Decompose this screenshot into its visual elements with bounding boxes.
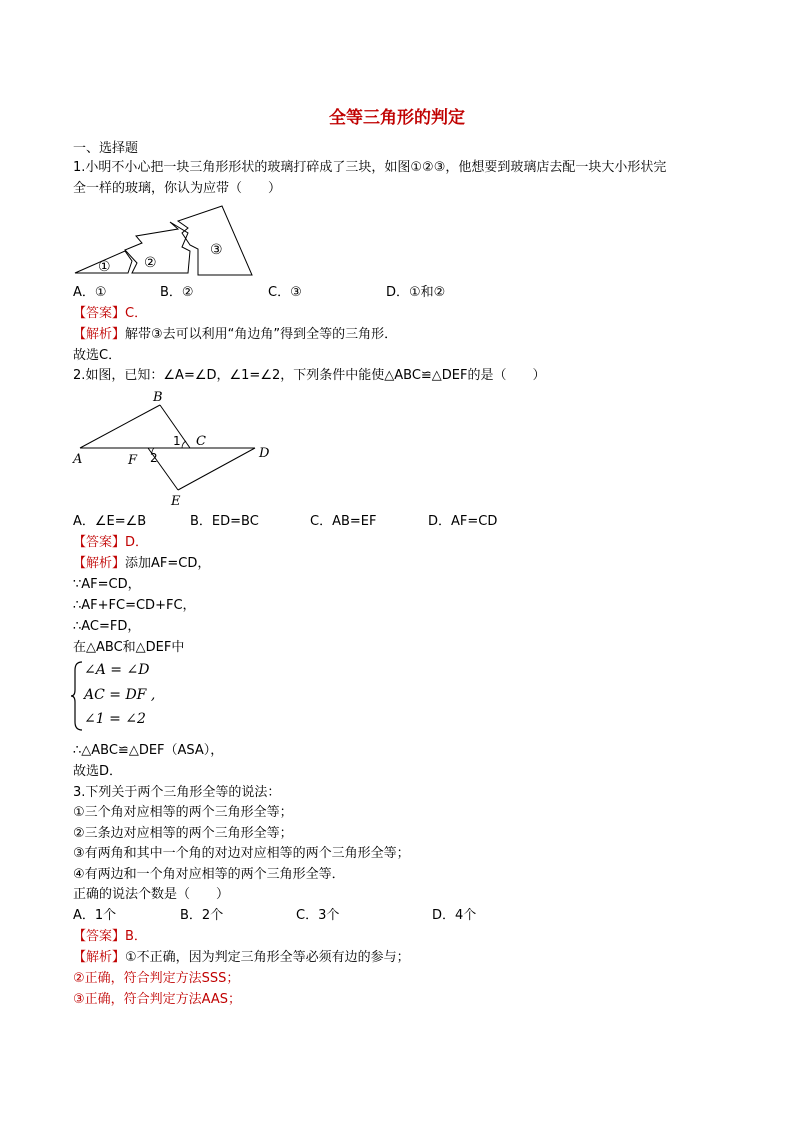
answer-tag: 【答案】: [73, 929, 126, 944]
q2-answer: D．: [125, 535, 149, 550]
q3-analysis-line: [73, 949, 410, 967]
system-eq-1: ∠A = ∠D: [84, 662, 150, 678]
q1-glass-figure: [70, 203, 260, 281]
q3-point-3: ③正确，符合判定方法AAS；: [73, 992, 242, 1007]
analysis-tag: 【解析】: [73, 950, 126, 965]
q2-analysis: 添加AF=CD，: [125, 556, 211, 571]
piece-2-label: ②: [144, 255, 157, 271]
q3-question: 正确的说法个数是（ ）: [73, 887, 230, 902]
page-title: 全等三角形的判定: [329, 108, 465, 128]
q3-stem: 3.下列关于两个三角形全等的说法：: [73, 785, 281, 800]
q2-triangle-figure: [70, 385, 280, 510]
q1-option-c: C．③: [268, 285, 302, 300]
analysis-tag: 【解析】: [73, 556, 126, 571]
q2-conclusion: 故选D．: [73, 764, 123, 779]
q3-statement-2: ②三条边对应相等的两个三角形全等；: [73, 826, 293, 841]
q2-step-3: ∴AC=FD，: [73, 619, 141, 634]
q3-answer-line: [73, 928, 147, 946]
answer-tag: 【答案】: [73, 306, 126, 321]
q2-answer-line: [73, 534, 148, 552]
q2-stem: 2.如图，已知：∠A=∠D，∠1=∠2，下列条件中能使△ABC≌△DEF的是（ ）: [73, 368, 546, 383]
angle-2-label: 2: [150, 451, 158, 465]
point-e-label: E: [171, 494, 181, 509]
q1-stem-line1: 1.小明不小心把一块三角形形状的玻璃打碎成了三块，如图①②③，他想要到玻璃店去配一块大小形状完: [73, 160, 667, 175]
q1-conclusion: 故选C．: [73, 348, 122, 363]
q2-step-1: ∵AF=CD，: [73, 577, 141, 592]
q1-answer-line: [73, 305, 147, 323]
piece-3-label: ③: [210, 242, 223, 258]
q2-option-d: D．AF=CD: [428, 514, 498, 529]
q3-answer: B．: [125, 929, 147, 944]
q1-option-a: A．①: [73, 285, 107, 300]
q3-statement-1: ①三个角对应相等的两个三角形全等；: [73, 805, 293, 820]
q2-option-c: C．AB=EF: [310, 514, 377, 529]
q3-option-d: D．4个: [432, 908, 477, 923]
q1-option-d: D．①和②: [386, 285, 446, 300]
q1-analysis-line: [73, 326, 397, 344]
q1-option-b: B．②: [160, 285, 194, 300]
q2-step-4: 在△ABC和△DEF中: [73, 640, 185, 655]
q2-option-b: B．ED=BC: [190, 514, 259, 529]
system-brace: [70, 660, 84, 732]
point-c-label: C: [196, 434, 206, 449]
q3-statement-4: ④有两边和一个角对应相等的两个三角形全等．: [73, 867, 345, 882]
glass-piece-2: [125, 222, 190, 273]
q1-answer: C．: [125, 306, 148, 321]
q3-option-a: A．1个: [73, 908, 117, 923]
q3-option-c: C．3个: [296, 908, 340, 923]
q2-step-2: ∴AF+FC=CD+FC，: [73, 598, 196, 613]
q3-point-2: ②正确，符合判定方法SSS；: [73, 971, 240, 986]
section-heading: 一、选择题: [73, 141, 139, 156]
point-d-label: D: [259, 446, 270, 461]
point-a-label: A: [73, 452, 83, 467]
system-eq-3: ∠1 = ∠2: [84, 711, 146, 727]
q2-result: ∴△ABC≌△DEF（ASA），: [73, 743, 224, 758]
q3-statement-3: ③有两角和其中一个角的对边对应相等的两个三角形全等；: [73, 846, 410, 861]
piece-1-label: ①: [98, 259, 111, 275]
analysis-tag: 【解析】: [73, 327, 126, 342]
q1-analysis: 解带③去可以利用“角边角”得到全等的三角形．: [125, 327, 398, 342]
answer-tag: 【答案】: [73, 535, 126, 550]
q3-option-b: B．2个: [180, 908, 224, 923]
point-f-label: F: [128, 453, 138, 468]
angle-1-label: 1: [173, 434, 181, 448]
q1-stem-line2: 全一样的玻璃，你认为应带（ ）: [73, 181, 282, 196]
q2-analysis-line: [73, 555, 210, 573]
q2-option-a: A．∠E=∠B: [73, 514, 147, 529]
point-b-label: B: [153, 390, 163, 405]
system-eq-2: AC = DF ,: [84, 687, 156, 703]
q3-analysis: ①不正确，因为判定三角形全等必须有边的参与；: [125, 950, 410, 965]
